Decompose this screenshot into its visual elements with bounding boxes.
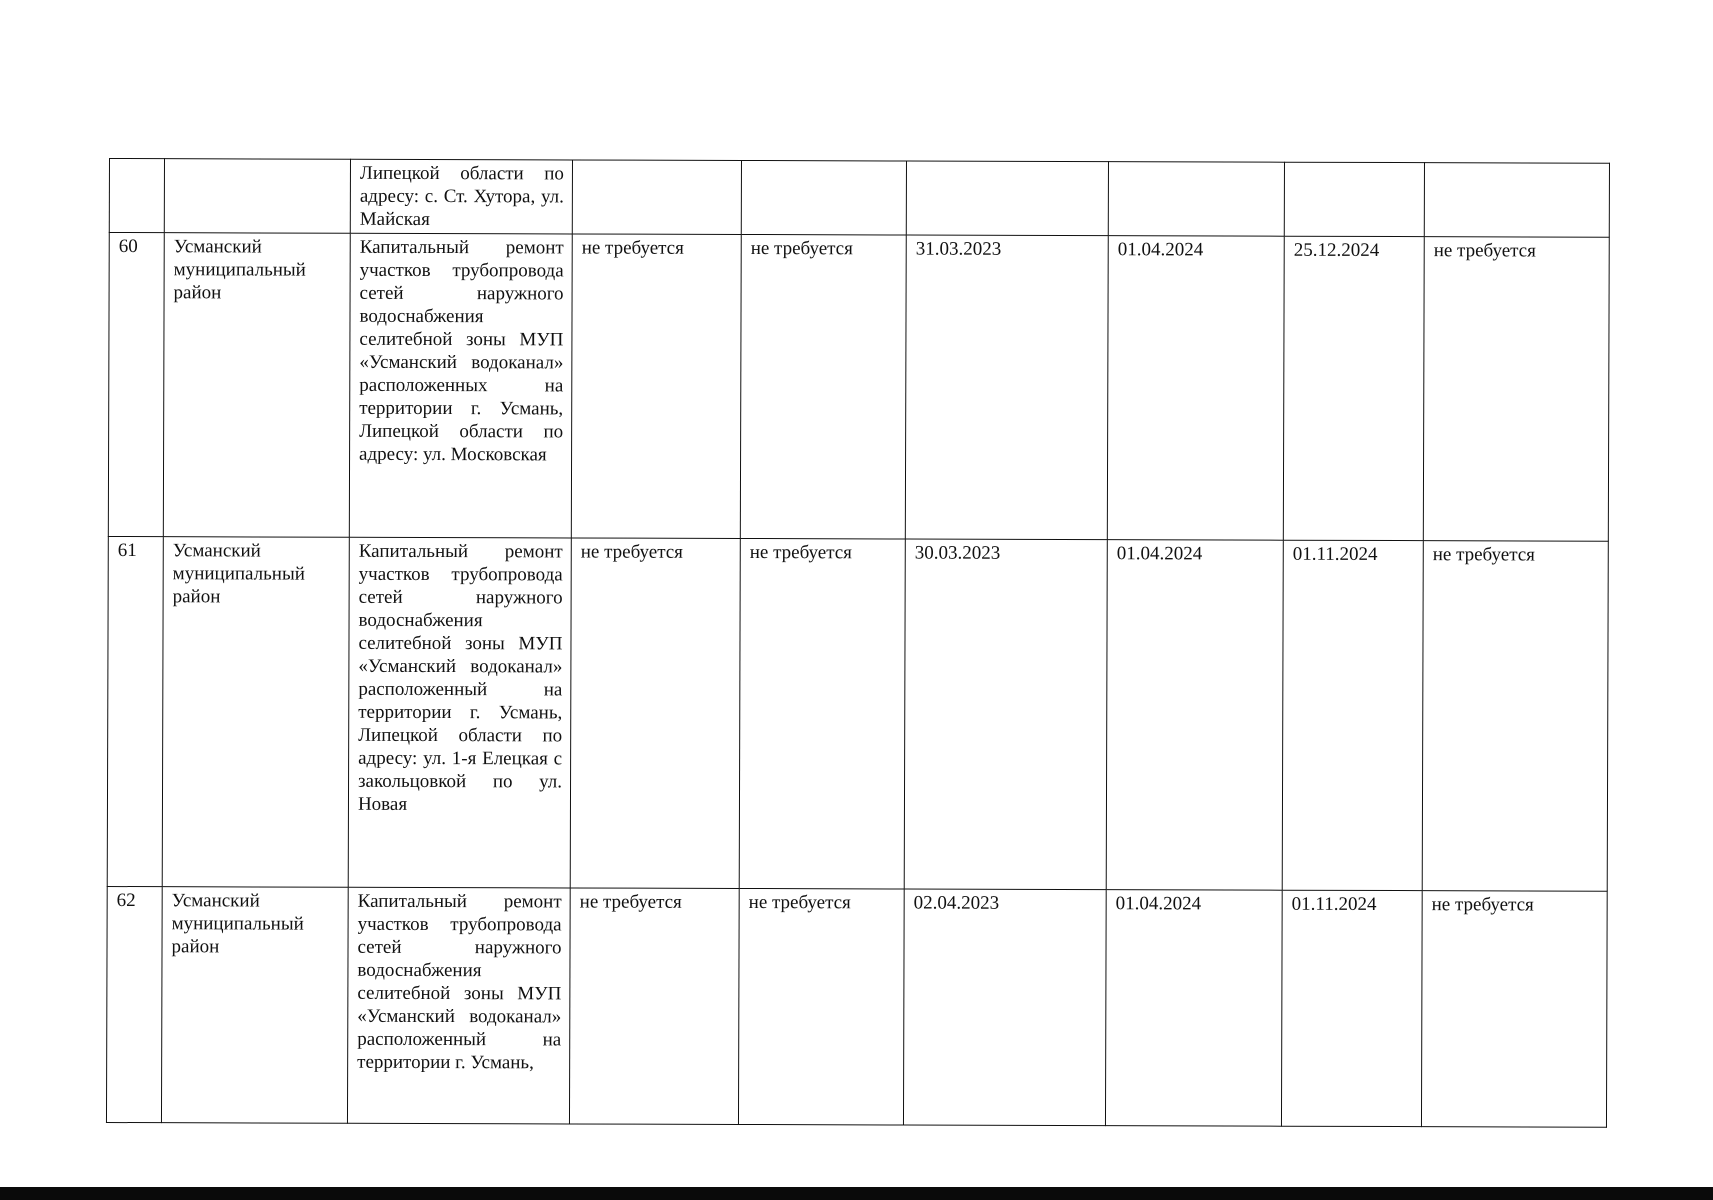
works-table xyxy=(106,158,1610,1128)
cell-c4: не требуется xyxy=(569,888,739,1125)
cell-c7 xyxy=(1108,162,1284,237)
cell-c9: не требуется xyxy=(1423,237,1609,542)
cell-description: Капитальный ремонт участков трубопровода сетей наружного водоснабжения селитебной зоны МУП «Усманский водоканал» расположенный на территории г. Усмань, xyxy=(347,887,570,1124)
scan-edge-bar xyxy=(0,1187,1713,1200)
cell-c8: 01.11.2024 xyxy=(1282,540,1423,890)
cell-c5: не требуется xyxy=(740,234,906,539)
cell-c4 xyxy=(572,160,741,235)
cell-c7: 01.04.2024 xyxy=(1105,890,1282,1127)
cell-number: 61 xyxy=(107,536,163,886)
cell-c6: 02.04.2023 xyxy=(903,889,1106,1126)
cell-c4: не требуется xyxy=(571,234,741,539)
cell-number xyxy=(109,159,164,233)
cell-district: Усманский муниципальный район xyxy=(162,537,349,888)
cell-c4: не требуется xyxy=(570,538,740,889)
cell-description: Капитальный ремонт участков трубопровода сетей наружного водоснабжения селитебной зоны МУП «Усманский водоканал» расположенный на территории г. Усмань, Липецкой области по адресу: ул. 1-я Елецкая с закольцовкой по ул. Новая xyxy=(348,537,571,888)
table-row xyxy=(108,233,1609,542)
cell-c6: 30.03.2023 xyxy=(904,539,1107,890)
cell-c5: не требуется xyxy=(738,888,904,1125)
cell-c6: 31.03.2023 xyxy=(905,235,1108,540)
cell-c8: 25.12.2024 xyxy=(1283,236,1424,540)
cell-c6 xyxy=(906,161,1108,236)
cell-c5: не требуется xyxy=(739,538,905,889)
table-row xyxy=(106,886,1607,1127)
cell-c8 xyxy=(1284,162,1424,236)
cell-c9: не требуется xyxy=(1421,891,1607,1128)
table-row xyxy=(107,536,1608,891)
cell-c9 xyxy=(1424,163,1609,238)
cell-c7: 01.04.2024 xyxy=(1107,236,1284,541)
cell-district xyxy=(164,159,350,234)
cell-number: 62 xyxy=(106,886,162,1122)
cell-c7: 01.04.2024 xyxy=(1106,540,1283,891)
cell-district: Усманский муниципальный район xyxy=(163,233,350,538)
cell-description: Капитальный ремонт участков трубопровода сетей наружного водоснабжения селитебной зоны МУП «Усманский водоканал» расположенных на территории г. Усмань, Липецкой области по адресу: ул. Московская xyxy=(349,233,572,538)
cell-description: Липецкой области по адресу: с. Ст. Хутора, ул. Майская xyxy=(350,159,572,234)
cell-number: 60 xyxy=(108,233,164,537)
table-row-continuation xyxy=(109,159,1609,238)
cell-c5 xyxy=(741,160,906,235)
cell-c9: не требуется xyxy=(1422,541,1608,892)
cell-c8: 01.11.2024 xyxy=(1281,890,1422,1126)
cell-district: Усманский муниципальный район xyxy=(161,887,348,1124)
